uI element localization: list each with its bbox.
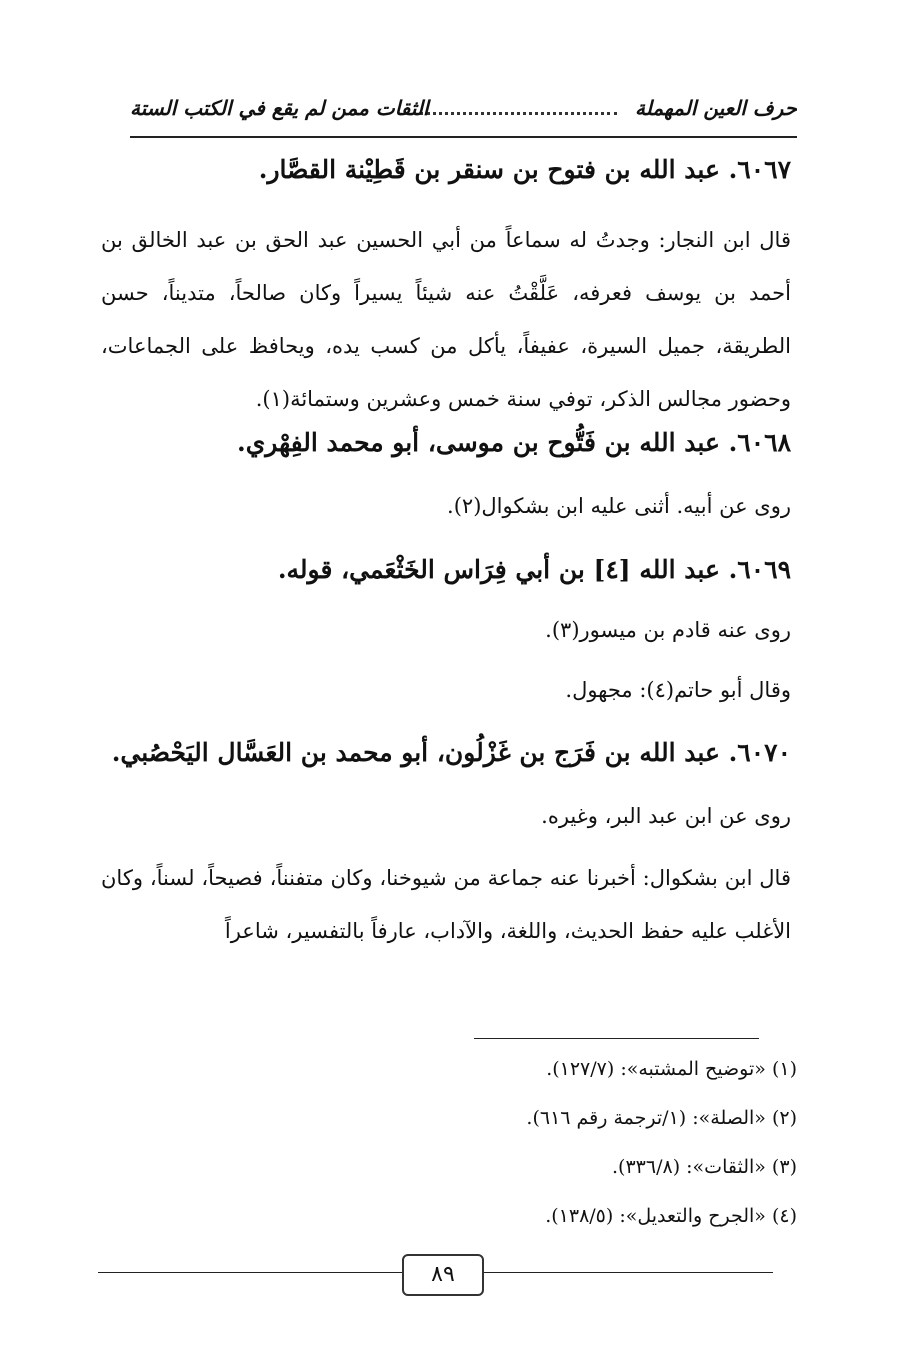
entry-title: ٦٠٦٩. عبد الله [٤] بن أبي فِرَاس الخَثْعَمي، قوله.	[277, 555, 791, 584]
entry-paragraph: قال ابن بشكوال: أخبرنا عنه جماعة من شيوخنا، وكان متفنناً، فصيحاً، لسناً، وكان الأغلب عليه حفظ الحديث، واللغة، والآداب، عارفاً بالتفسير، شاعراً	[101, 866, 791, 943]
header-rule	[130, 136, 797, 138]
running-header	[130, 96, 797, 136]
footnote: (٤) «الجرح والتعديل»: (١٣٨/٥).	[545, 1205, 797, 1227]
header-chapter: حرف العين المهملة	[635, 96, 797, 120]
entry-paragraph: قال ابن النجار: وجدتُ له سماعاً من أبي الحسين عبد الحق بن عبد الخالق بن أحمد بن يوسف فعرفه، عَلَّقْتُ عنه شيئاً يسيراً وكان صالحاً، متديناً، حسن الطريقة، جميل السيرة، عفيفاً، يأكل من كسب يده، ويحافظ على الجماعات، وحضور مجالس الذكر، توفي سنة خمس وعشرين وستمائة(١).	[101, 228, 791, 411]
header-dots	[420, 112, 617, 115]
footnote: (١) «توضيح المشتبه»: (١٢٧/٧).	[546, 1058, 797, 1080]
entry-paragraph: روى عنه قادم بن ميسور(٣).	[545, 618, 791, 642]
footnote: (٢) «الصلة»: (١/ترجمة رقم ٦١٦).	[526, 1107, 797, 1129]
entry-paragraph: وقال أبو حاتم(٤): مجهول.	[565, 678, 791, 702]
entry-title: ٦٠٦٧. عبد الله بن فتوح بن سنقر بن قَطِيْنة القصَّار.	[258, 155, 791, 184]
page-number: ٨٩	[402, 1254, 484, 1296]
entry-paragraph: روى عن أبيه. أثنى عليه ابن بشكوال(٢).	[447, 494, 791, 518]
entry-title: ٦٠٦٨. عبد الله بن فَتُّوح بن موسى، أبو محمد الفِهْري.	[237, 428, 791, 457]
header-book-title: الثقات ممن لم يقع في الكتب الستة	[130, 96, 429, 120]
entry-title: ٦٠٧٠. عبد الله بن فَرَج بن غَزْلُون، أبو محمد بن العَسَّال اليَحْصُبي.	[111, 738, 791, 767]
footnote: (٣) «الثقات»: (٣٣٦/٨).	[612, 1156, 797, 1178]
entry-paragraph: روى عن ابن عبد البر، وغيره.	[541, 804, 791, 828]
footnote-rule	[474, 1038, 759, 1039]
